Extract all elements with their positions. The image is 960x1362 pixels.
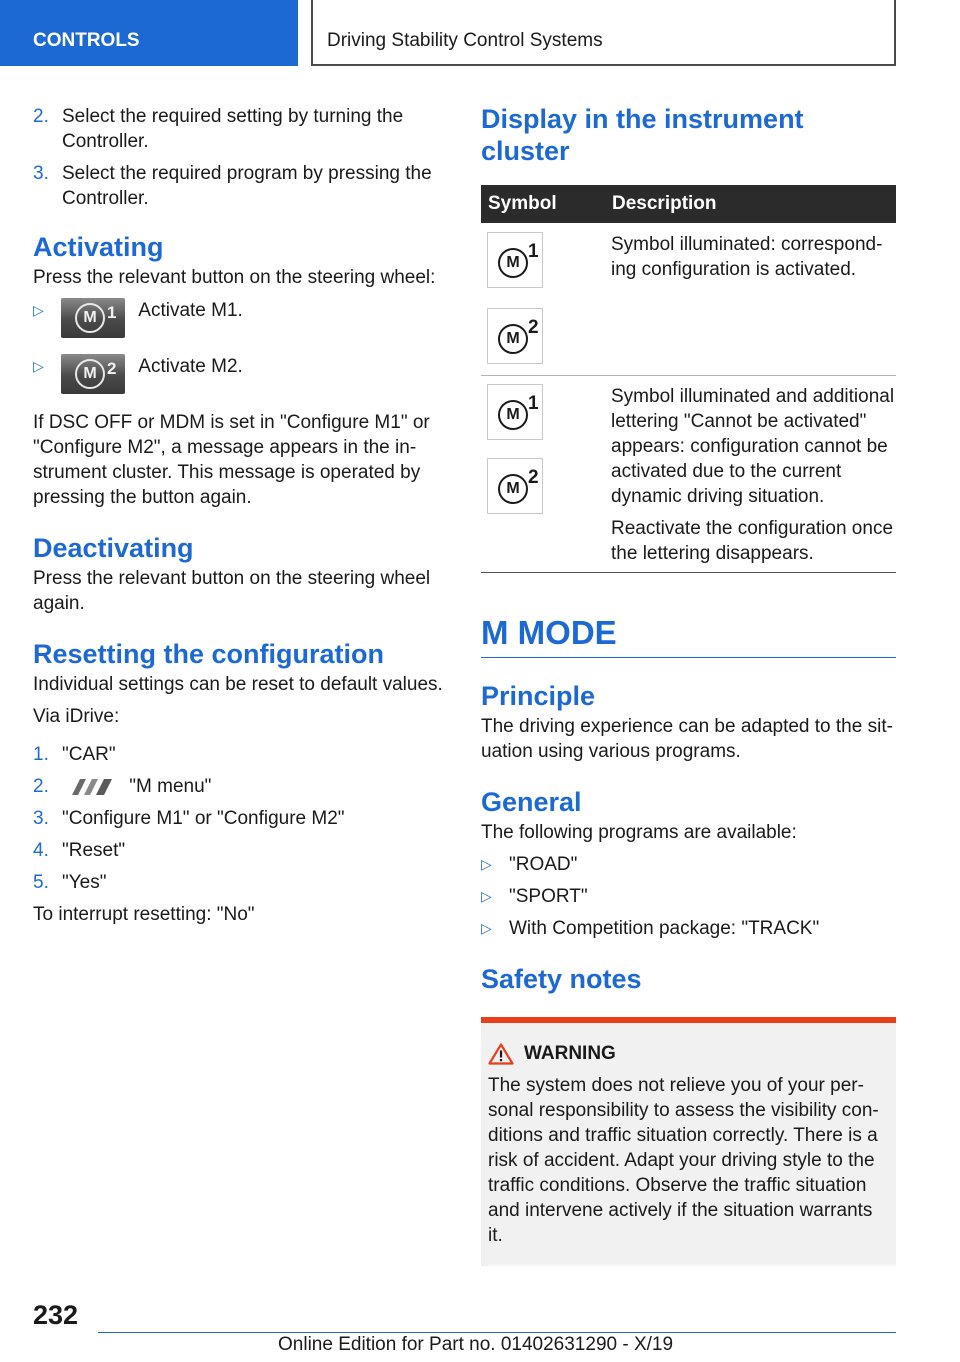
page-number: 232 xyxy=(33,1300,79,1330)
bullet-icon: ▷ xyxy=(481,856,492,872)
list-item xyxy=(33,742,443,767)
step-number: 5. xyxy=(33,872,49,893)
list-item xyxy=(33,354,443,402)
step-number: 2. xyxy=(33,106,49,127)
step-text: Select the required program by pressing the Controller. xyxy=(62,163,432,209)
table-row xyxy=(481,376,896,573)
item-text: "SPORT" xyxy=(509,886,588,907)
interrupt-text: To interrupt resetting: "No" xyxy=(33,904,255,925)
list-item xyxy=(481,852,896,877)
warning-triangle-icon xyxy=(488,1043,514,1065)
col-header-symbol: Symbol xyxy=(481,185,605,223)
principle-text: The driving experience can be adapted to the situation using various programs. xyxy=(481,716,893,762)
heading-display: Display in the instrument cluster xyxy=(481,104,804,166)
row1-description: Symbol illuminated: corresponding configuration is activated. xyxy=(611,234,883,280)
bullet-icon: ▷ xyxy=(33,358,44,374)
m2-symbol-icon: M 2 xyxy=(487,458,543,514)
footer-edition: Online Edition for Part no. 01402631290 - X/19 xyxy=(278,1334,674,1355)
step-number: 2. xyxy=(33,776,49,797)
heading-resetting: Resetting the configuration xyxy=(33,639,384,669)
col-header-description: Description xyxy=(605,185,896,223)
list-item xyxy=(33,838,443,863)
deactivating-text: Press the relevant button on the steering wheel again. xyxy=(33,568,431,614)
m2-symbol-icon: M 2 xyxy=(487,308,543,364)
step-text: "Yes" xyxy=(62,872,107,893)
warning-header xyxy=(488,1043,890,1065)
general-text: The following programs are available: xyxy=(481,822,797,843)
m1-symbol-icon: M 1 xyxy=(487,232,543,288)
bullet-icon: ▷ xyxy=(481,920,492,936)
step-number: 3. xyxy=(33,808,49,829)
resetting-text: Individual settings can be reset to default values. xyxy=(33,674,443,695)
item-text: Activate M1. xyxy=(138,300,243,321)
m1-symbol-icon: M 1 xyxy=(487,384,543,440)
step-text: Select the required setting by turning the Controller. xyxy=(62,106,404,152)
item-text: "ROAD" xyxy=(509,854,578,875)
list-item xyxy=(33,806,443,831)
list-item xyxy=(33,298,443,346)
warning-text: The system does not relieve you of your personal responsibility to assess the visibility conditions and traffic situation correctly. There is a risk of accident. Adapt your driving style to the traffic conditions. Observe the traffic situation and intervene actively if the situation warrants it. xyxy=(488,1075,879,1246)
item-text: Activate M2. xyxy=(138,356,243,377)
header-chapter-title: Driving Stability Control Systems xyxy=(311,0,896,66)
right-column xyxy=(481,100,896,1266)
step-text: "CAR" xyxy=(62,744,116,765)
list-item xyxy=(33,161,443,211)
m-stripes-icon xyxy=(62,779,118,795)
step-text: "Reset" xyxy=(62,840,126,861)
step-text: "Configure M1" or "Configure M2" xyxy=(62,808,345,829)
list-item xyxy=(481,916,896,941)
list-item xyxy=(33,774,443,799)
activating-intro: Press the relevant button on the steering wheel: xyxy=(33,267,436,288)
table-header-row xyxy=(481,185,896,223)
m2-button-icon: M 2 xyxy=(61,354,125,394)
step-number: 1. xyxy=(33,744,49,765)
item-text: With Competition package: "TRACK" xyxy=(509,918,820,939)
list-item xyxy=(33,870,443,895)
heading-safety-notes: Safety notes xyxy=(481,964,642,994)
symbol-table xyxy=(481,185,896,573)
heading-general: General xyxy=(481,787,582,817)
row2-description: Symbol illuminated and additional lettering "Cannot be activated" appears: configuration cannot be activated due to the current dynamic driving situation. xyxy=(611,386,895,507)
heading-activating: Activating xyxy=(33,232,164,262)
step-number: 3. xyxy=(33,163,49,184)
step-text: "M menu" xyxy=(129,776,212,797)
list-item xyxy=(481,884,896,909)
bullet-icon: ▷ xyxy=(33,302,44,318)
bullet-icon: ▷ xyxy=(481,888,492,904)
left-column xyxy=(33,100,443,927)
row2-description-extra: Reactivate the configuration once the lettering disappears. xyxy=(611,518,894,564)
footer-divider xyxy=(98,1332,896,1333)
warning-box xyxy=(481,1017,896,1266)
activating-note: If DSC OFF or MDM is set in "Configure M1" or "Configure M2", a message appears in the instrument cluster. This message is operated by pressing the button again. xyxy=(33,412,430,508)
heading-principle: Principle xyxy=(481,681,596,711)
heading-deactivating: Deactivating xyxy=(33,533,194,563)
m1-button-icon: M 1 xyxy=(61,298,125,338)
header-section-tab: CONTROLS xyxy=(0,0,298,66)
via-idrive: Via iDrive: xyxy=(33,706,120,727)
table-row xyxy=(481,223,896,376)
list-item xyxy=(33,104,443,154)
warning-label: WARNING xyxy=(524,1043,616,1064)
heading-m-mode: M MODE xyxy=(481,613,896,658)
step-number: 4. xyxy=(33,840,49,861)
